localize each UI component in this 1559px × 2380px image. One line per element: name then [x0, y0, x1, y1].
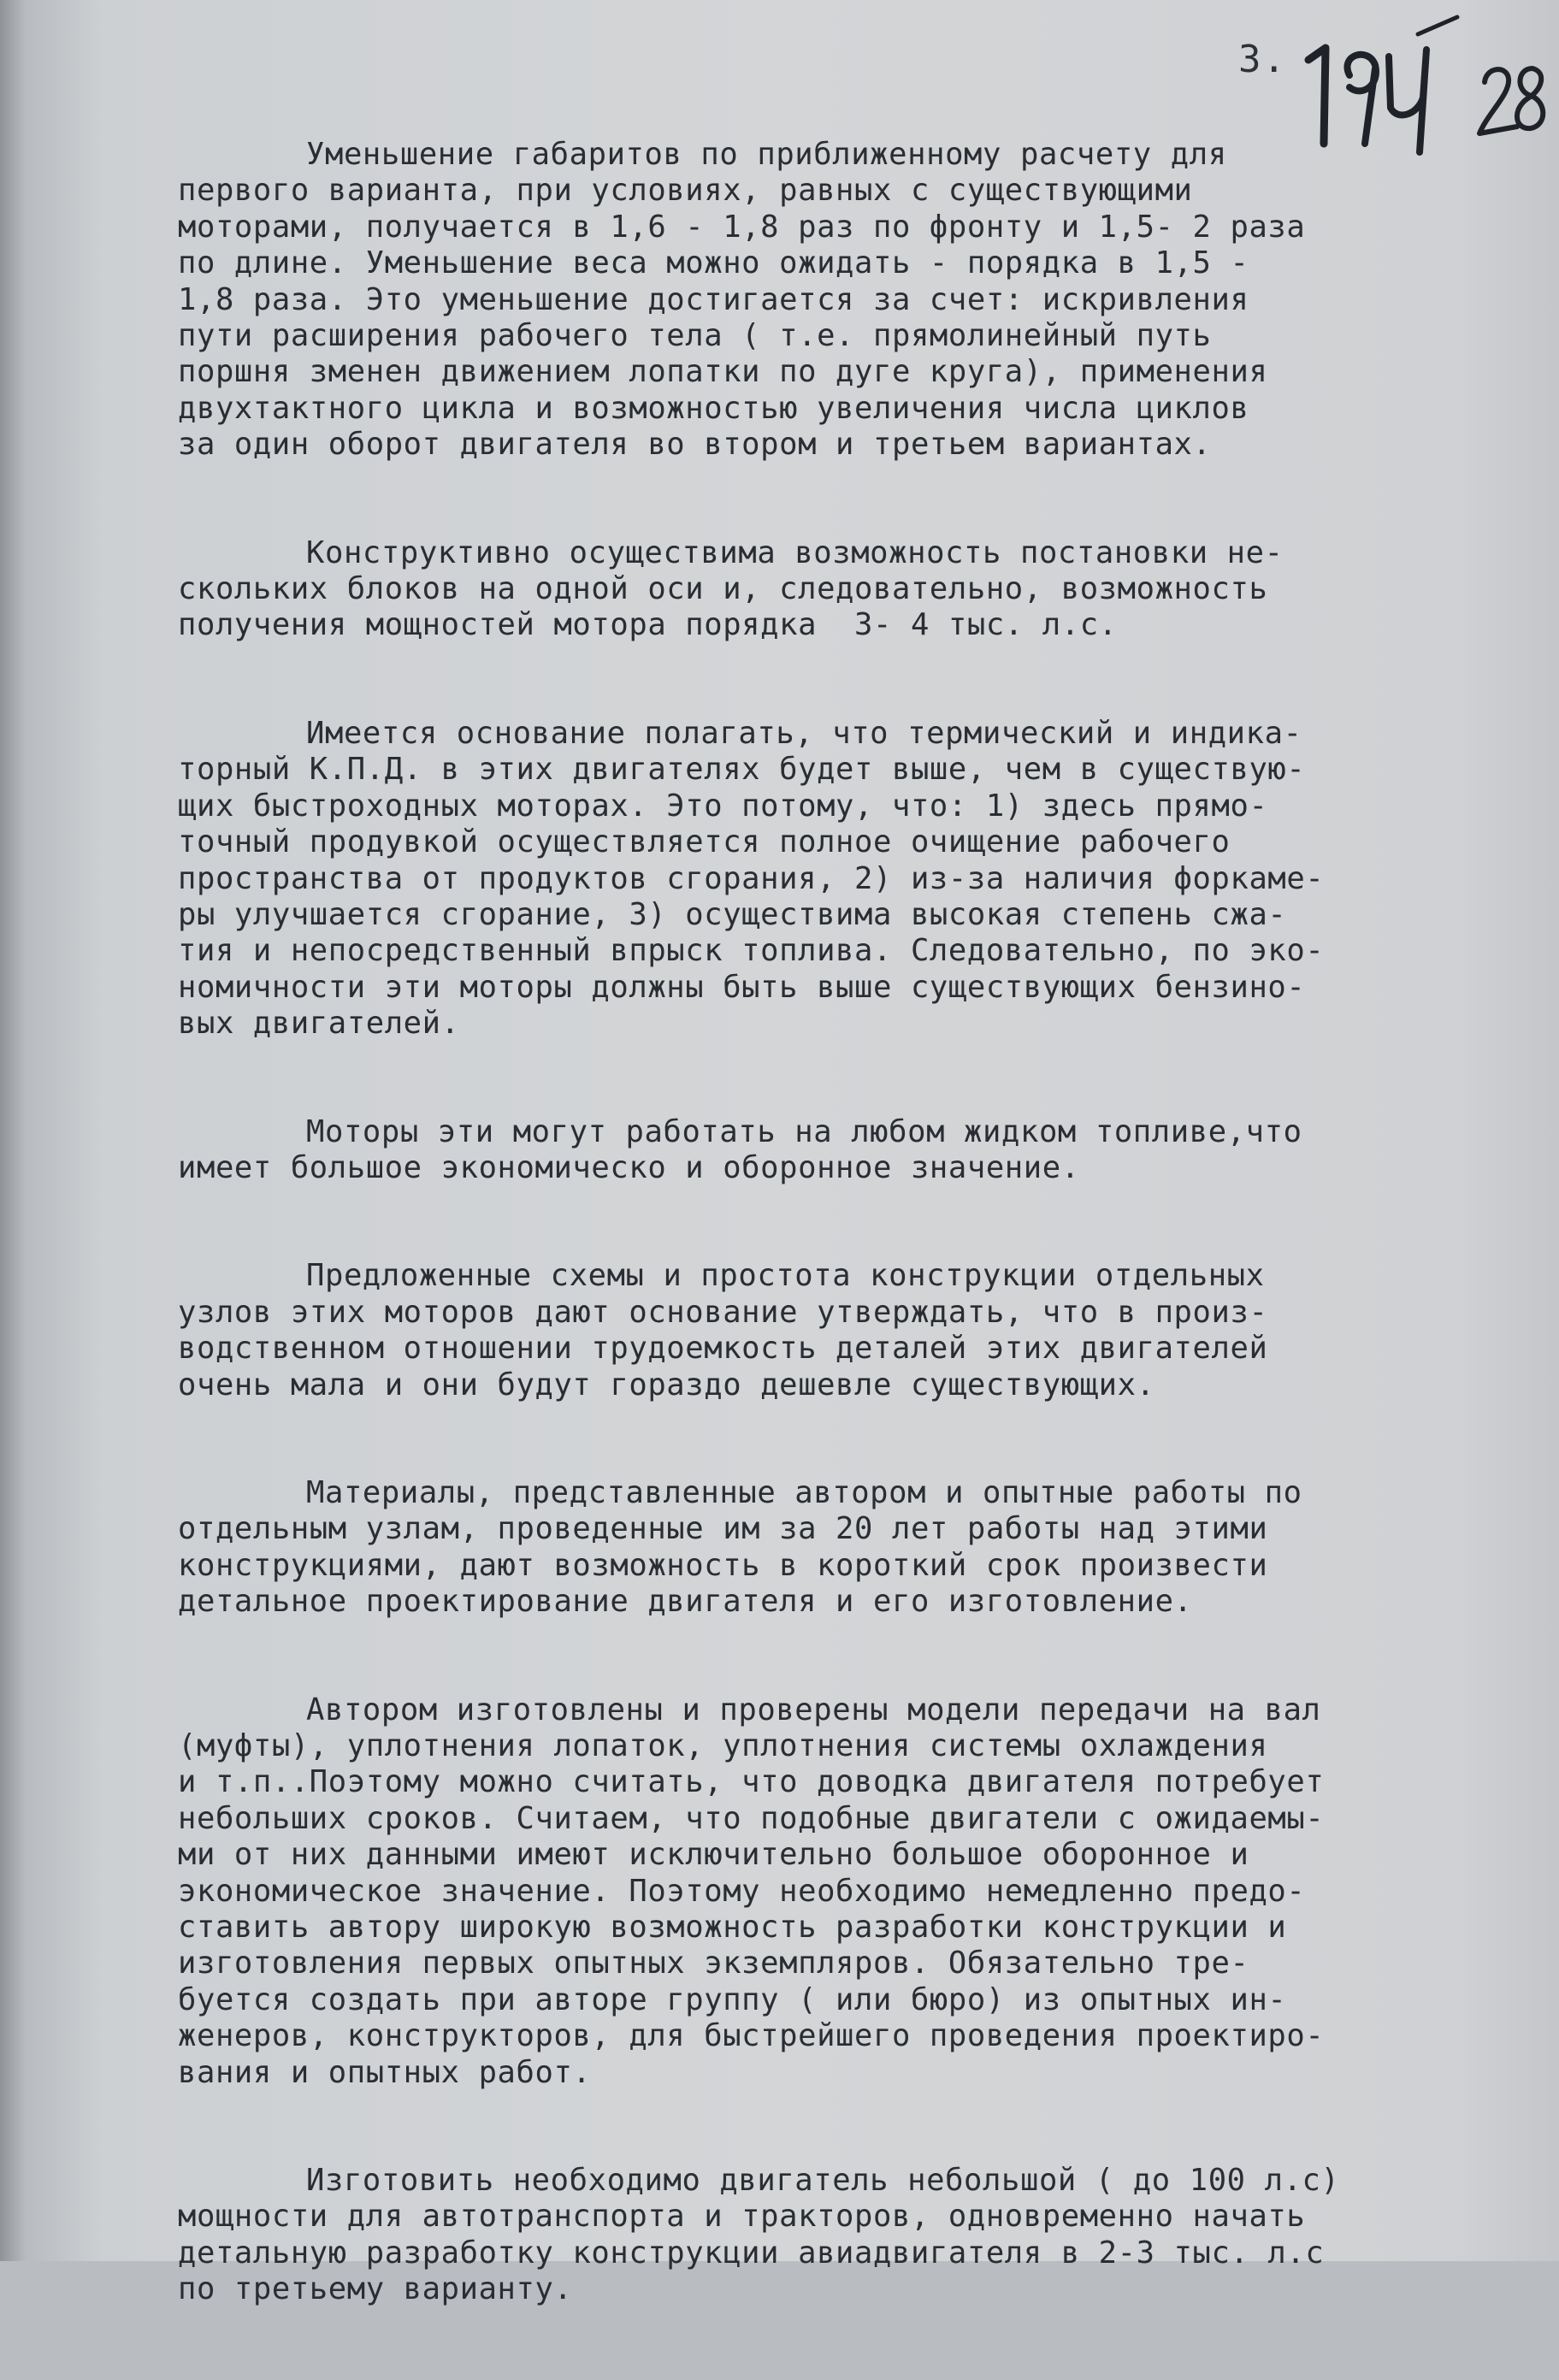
- text-line: вания и опытных работ.: [178, 2054, 592, 2090]
- text-line: (муфты), уплотнения лопаток, уплотнения системы охлаждения: [178, 1728, 1268, 1763]
- text-line: за один оборот двигателя во втором и третьем вариантах.: [178, 427, 1212, 463]
- text-line: Имеется основание полагать, что термический и индика-: [306, 715, 1302, 751]
- paragraph: [178, 716, 1546, 1042]
- text-line: женеров, конструкторов, для быстрейшего проведения проектиро-: [178, 2018, 1325, 2054]
- text-line: детальную разработку конструкции авиадвигателя в 2-3 тыс. л.с: [178, 2235, 1325, 2271]
- text-line: двухтактного цикла и возможностью увеличения числа циклов: [178, 390, 1249, 426]
- text-line: водственном отношении трудоемкость деталей этих двигателей: [178, 1331, 1268, 1367]
- text-line: ставить автору широкую возможность разработки конструкции и: [178, 1910, 1287, 1946]
- text-line: скольких блоков на одной оси и, следовательно, возможность: [178, 571, 1268, 607]
- text-line: ры улучшается сгорание, 3) осуществима высокая степень сжа-: [178, 896, 1287, 932]
- text-line: Материалы, представленные автором и опытные работы по: [306, 1474, 1302, 1510]
- text-line: по третьему варианту.: [178, 2271, 573, 2307]
- text-line: экономическое значение. Поэтому необходимо немедленно предо-: [178, 1873, 1306, 1909]
- text-line: имеет большое экономическо и оборонное значение.: [178, 1149, 1080, 1185]
- paragraph: [178, 1692, 1546, 2091]
- text-line: пространства от продуктов сгорания, 2) из-за наличия форкаме-: [178, 860, 1325, 896]
- paragraph: [178, 1475, 1546, 1621]
- text-line: номичности эти моторы должны быть выше существующих бензино-: [178, 969, 1306, 1005]
- text-line: узлов этих моторов дают основание утверждать, что в произ-: [178, 1294, 1268, 1330]
- paragraph: [178, 2163, 1546, 2308]
- text-line: Моторы эти могут работать на любом жидком топливе,что: [306, 1113, 1302, 1149]
- text-line: Уменьшение габаритов по приближенному расчету для: [306, 137, 1227, 172]
- page-number: 3.: [1238, 38, 1287, 81]
- text-line: небольших сроков. Считаем, что подобные двигатели с ожидаемы-: [178, 1800, 1325, 1836]
- text-line: Конструктивно осуществима возможность постановки не-: [306, 534, 1284, 570]
- text-line: изготовления первых опытных экземпляров. Обязательно тре-: [178, 1946, 1249, 1981]
- text-line: Предложенные схемы и простота конструкции отдельных: [306, 1258, 1265, 1294]
- text-line: мощности для автотранспорта и тракторов, одновременно начать: [178, 2199, 1306, 2235]
- text-line: торный К.П.Д. в этих двигателях будет выше, чем в существую-: [178, 752, 1306, 788]
- text-line: тия и непосредственный впрыск топлива. Следовательно, по эко-: [178, 933, 1325, 969]
- text-line: пути расширения рабочего тела ( т.е. прямолинейный путь: [178, 318, 1212, 354]
- text-line: Автором изготовлены и проверены модели передачи на вал: [306, 1692, 1321, 1727]
- text-line: ми от них данными имеют исключительно большое оборонное и: [178, 1837, 1249, 1873]
- body-text: [178, 137, 1546, 2380]
- text-line: получения мощностей мотора порядка 3- 4 тыс. л.с.: [178, 607, 1118, 643]
- text-line: Изготовить необходимо двигатель небольшой ( до 100 л.с): [306, 2163, 1340, 2199]
- paragraph: [178, 1114, 1546, 1187]
- text-line: вых двигателей.: [178, 1006, 460, 1042]
- text-line: точный продувкой осуществляется полное очищение рабочего: [178, 824, 1231, 860]
- text-line: по длине. Уменьшение веса можно ожидать - порядка в 1,5 -: [178, 245, 1249, 281]
- text-line: щих быстроходных моторах. Это потому, что: 1) здесь прямо-: [178, 788, 1268, 824]
- text-line: моторами, получается в 1,6 - 1,8 раз по фронту и 1,5- 2 раза: [178, 209, 1306, 245]
- text-line: отдельным узлам, проведенные им за 20 лет работы над этими: [178, 1511, 1268, 1547]
- text-line: 1,8 раза. Это уменьшение достигается за счет: искривления: [178, 281, 1249, 317]
- paragraph: [178, 1258, 1546, 1403]
- text-line: буется создать при авторе группу ( или бюро) из опытных ин-: [178, 1981, 1287, 2017]
- paragraph: [178, 535, 1546, 644]
- text-line: поршня зменен движением лопатки по дуге круга), применения: [178, 354, 1268, 390]
- text-line: первого варианта, при условиях, равных с существующими: [178, 173, 1193, 209]
- text-line: и т.п..Поэтому можно считать, что доводка двигателя потребует: [178, 1764, 1325, 1800]
- text-line: очень мала и они будут гораздо дешевле существующих.: [178, 1367, 1155, 1403]
- text-line: конструкциями, дают возможность в короткий срок произвести: [178, 1547, 1268, 1583]
- text-line: детальное проектирование двигателя и его изготовление.: [178, 1584, 1193, 1620]
- paragraph: [178, 137, 1546, 464]
